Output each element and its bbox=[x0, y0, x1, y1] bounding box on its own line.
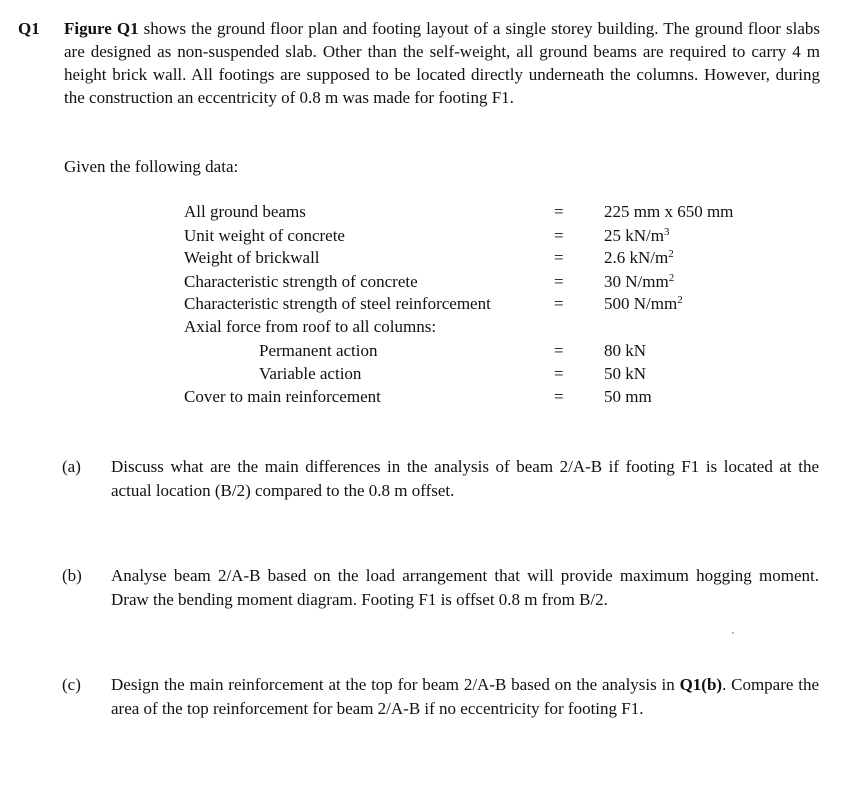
part-text: Discuss what are the main differences in the analysis of beam 2/A-B if footing F1 is located at the actual location (B/2) compared to the 0.8 m offset. bbox=[111, 457, 819, 500]
data-label: Axial force from roof to all columns: bbox=[184, 317, 437, 336]
bold-reference: Q1(b) bbox=[679, 675, 723, 694]
data-row-variable-action bbox=[0, 362, 867, 385]
part-label: (a) bbox=[62, 457, 81, 476]
data-label: Characteristic strength of steel reinforcement bbox=[184, 294, 491, 313]
part-text: Analyse beam 2/A-B based on the load arrangement that will provide maximum hogging moment. Draw the bending moment diagram. Footing F1 is offset 0.8 m from B/2. bbox=[111, 566, 819, 609]
equals-sign: = bbox=[554, 387, 564, 406]
data-row-axial-force-heading bbox=[0, 315, 867, 338]
equals-sign: = bbox=[554, 364, 564, 383]
data-label: All ground beams bbox=[184, 202, 306, 221]
part-label: (b) bbox=[62, 566, 82, 585]
equals-sign: = bbox=[554, 248, 564, 267]
equals-sign: = bbox=[554, 202, 564, 221]
part-label: (c) bbox=[62, 675, 81, 694]
data-row-unit-weight-concrete bbox=[0, 224, 867, 247]
part-text: Design the main reinforcement at the top for beam 2/A-B based on the analysis in Q1(b). Compare the area of the top reinforcement for beam 2/A-B if no eccentricity for footing F1. bbox=[111, 675, 819, 718]
equals-sign: = bbox=[554, 341, 564, 360]
part-c bbox=[62, 673, 822, 747]
equals-sign: = bbox=[554, 226, 564, 245]
figure-reference: Figure Q1 bbox=[64, 19, 139, 38]
data-value: 25 $kN/m^3$ bbox=[604, 226, 670, 245]
data-label: Permanent action bbox=[259, 341, 378, 360]
data-value: 2.6 $kN/m^2$ bbox=[604, 248, 674, 267]
stray-mark bbox=[732, 632, 734, 634]
data-row-permanent-action bbox=[0, 339, 867, 362]
data-label: Variable action bbox=[259, 364, 362, 383]
question-intro bbox=[64, 17, 820, 109]
data-value: 80 kN bbox=[604, 341, 647, 360]
data-label: Characteristic strength of concrete bbox=[184, 272, 418, 291]
intro-text: shows the ground floor plan and footing layout of a single storey building. The ground floor slabs are designed as non-suspended slab. Other than the self-weight, all ground beams are required to carry 4 m height brick wall. All footings are supposed to be located directly underneath the columns. However, during the construction an eccentricity of 0.8 m was made for footing F1. bbox=[64, 19, 820, 107]
data-value: 500 $N/mm^2$ bbox=[604, 294, 683, 313]
data-label: Unit weight of concrete bbox=[184, 226, 345, 245]
data-row-cover bbox=[0, 385, 867, 408]
given-heading: Given the following data: bbox=[64, 157, 239, 176]
equals-sign: = bbox=[554, 272, 564, 291]
data-value: 30 $N/mm^2$ bbox=[604, 272, 675, 291]
data-label: Cover to main reinforcement bbox=[184, 387, 381, 406]
data-row-ground-beams bbox=[0, 200, 867, 223]
equals-sign: = bbox=[554, 294, 564, 313]
data-row-steel-strength bbox=[0, 292, 867, 315]
data-value: 225 mm x 650 mm bbox=[604, 202, 734, 221]
part-a bbox=[62, 455, 822, 505]
data-row-concrete-strength bbox=[0, 270, 867, 293]
data-label: Weight of brickwall bbox=[184, 248, 320, 267]
question-number: Q1 bbox=[18, 19, 40, 38]
data-value: 50 kN bbox=[604, 364, 647, 383]
data-value: 50 mm bbox=[604, 387, 652, 406]
data-row-brickwall-weight bbox=[0, 246, 867, 269]
part-b bbox=[62, 564, 822, 614]
